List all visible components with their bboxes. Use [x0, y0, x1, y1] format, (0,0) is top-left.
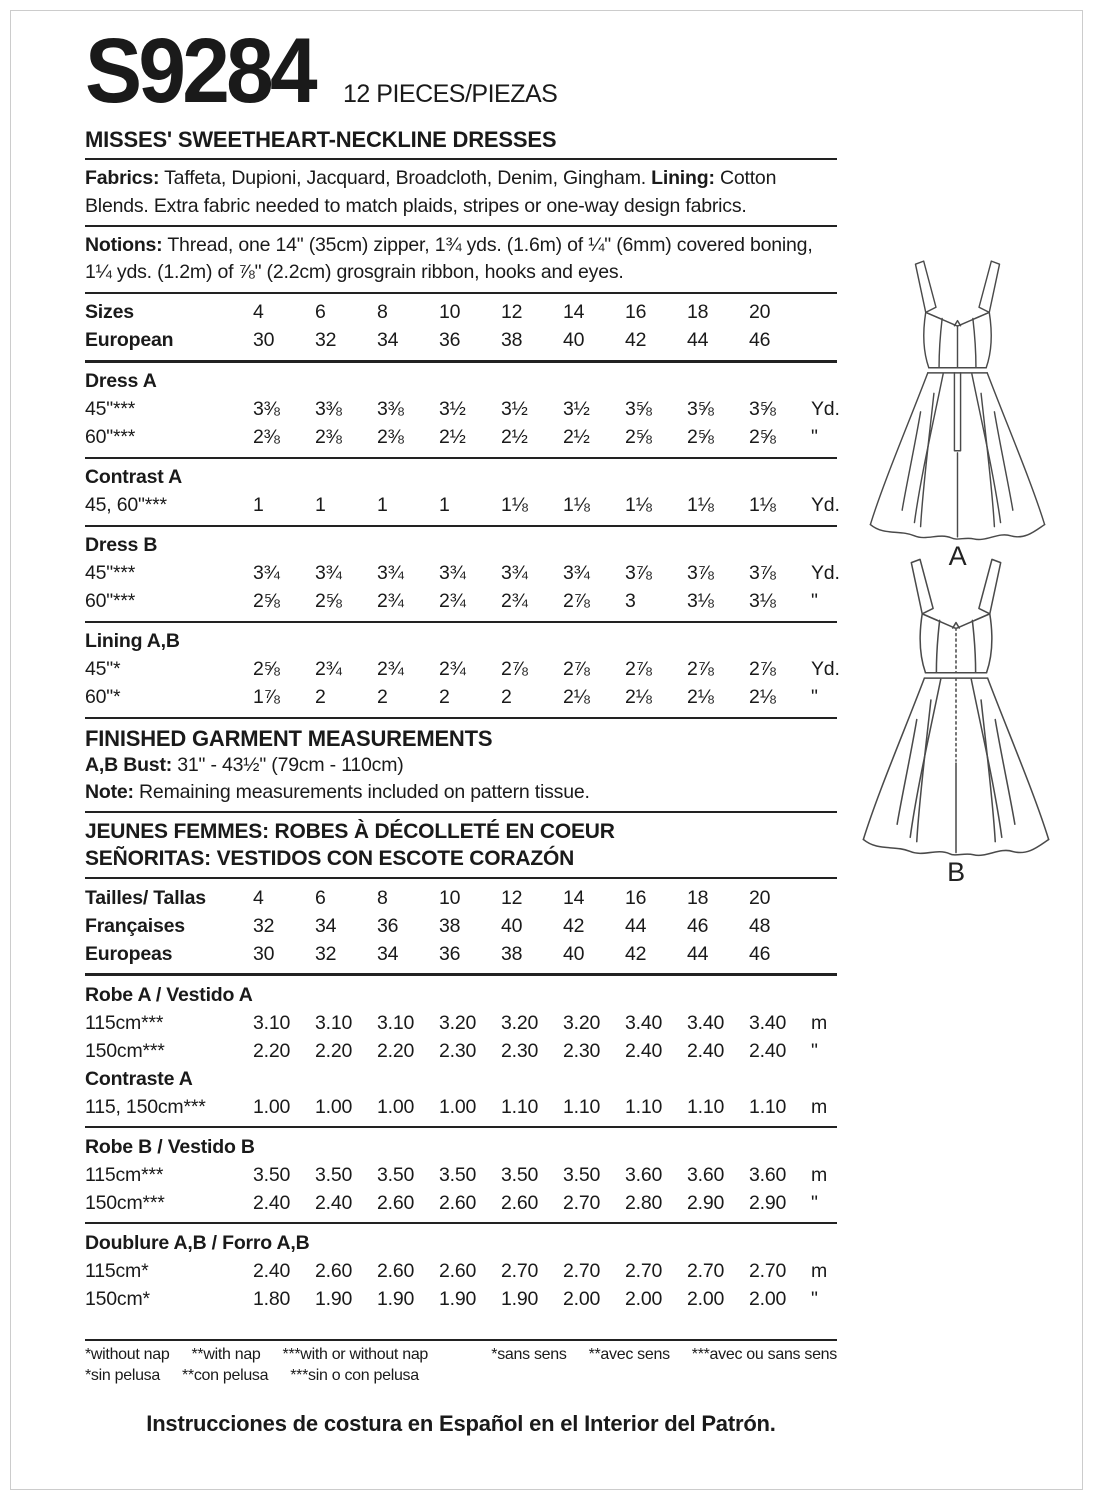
footnotes-spanish: [85, 1367, 428, 1385]
value-cell: 48: [749, 914, 771, 937]
value-cell: 1.90: [439, 1287, 477, 1310]
notions-text: Thread, one 14" (35cm) zipper, 1¾ yds. (1.6m) of ¼" (6mm) covered boning, 1¼ yds. (1.2m) of ⅞" (2.2cm) grosgrain ribbon, hooks and eyes.: [85, 233, 813, 284]
value-cell: 1.10: [625, 1095, 663, 1118]
value-cell: 2.70: [687, 1259, 725, 1282]
value-cell: 2.60: [377, 1191, 415, 1214]
value-cell: 8: [377, 301, 388, 324]
unit-cell: ": [811, 426, 818, 449]
fabrics-paragraph: [85, 165, 837, 220]
row-label: 45"***: [85, 398, 136, 421]
row-label: Tailles/ Tallas: [85, 886, 206, 909]
value-cell: 2¾: [377, 590, 404, 613]
row-label: 150cm***: [85, 1039, 165, 1062]
value-cell: 1.90: [501, 1287, 539, 1310]
divider: [85, 360, 837, 363]
footnote-fr-2: **avec sens: [588, 1346, 670, 1364]
row-label: 60"***: [85, 426, 136, 449]
value-cell: 3.20: [563, 1011, 601, 1034]
value-cell: 3⅛: [749, 590, 776, 613]
section-title: [85, 532, 837, 560]
value-cell: 42: [563, 914, 585, 937]
yardage-row: [85, 1285, 837, 1313]
size-header-row: [85, 912, 837, 940]
footnote-en-1: *without nap: [85, 1346, 170, 1364]
value-cell: 2½: [501, 426, 528, 449]
value-cell: 44: [687, 942, 709, 965]
value-cell: 1⅛: [749, 494, 776, 517]
value-cell: 2: [377, 686, 388, 709]
value-cell: 2.60: [501, 1191, 539, 1214]
value-cell: 2.20: [377, 1039, 415, 1062]
value-cell: 2⅝: [253, 658, 280, 681]
value-cell: 3⅝: [749, 398, 776, 421]
divider: [85, 877, 837, 879]
yardage-row: [85, 560, 840, 588]
value-cell: 3⅞: [687, 562, 714, 585]
value-cell: 3¾: [253, 562, 280, 585]
lining-text: Cotton Blends. Extra fabric needed to match plaids, stripes or one-way design fabrics.: [85, 167, 777, 217]
value-cell: 2.60: [315, 1259, 353, 1282]
value-cell: 3.50: [501, 1163, 539, 1186]
value-cell: 36: [377, 914, 399, 937]
value-cell: 4: [253, 886, 264, 909]
value-cell: 2.70: [501, 1259, 539, 1282]
value-cell: 38: [501, 329, 523, 352]
value-cell: 3.40: [625, 1011, 663, 1034]
value-cell: 2.20: [253, 1039, 291, 1062]
value-cell: 16: [625, 301, 647, 324]
row-label: 45, 60"***: [85, 494, 167, 517]
divider: [85, 525, 837, 527]
value-cell: 3⅛: [687, 590, 714, 613]
value-cell: 2.40: [315, 1191, 353, 1214]
section-name: Dress A: [85, 370, 157, 393]
value-cell: 44: [687, 329, 709, 352]
value-cell: 3: [625, 590, 636, 613]
notions-label: Notions:: [85, 233, 163, 256]
yardage-row: [85, 424, 837, 452]
value-cell: 1: [377, 494, 388, 517]
unit-cell: Yd.: [811, 398, 840, 421]
value-cell: 3.20: [501, 1011, 539, 1034]
row-label: 115cm*: [85, 1259, 149, 1282]
value-cell: 3⅜: [315, 398, 342, 421]
value-cell: 1⅞: [253, 686, 280, 709]
value-cell: 6: [315, 301, 326, 324]
unit-cell: m: [811, 1011, 828, 1034]
value-cell: 46: [749, 329, 771, 352]
bust-measurement: [85, 752, 837, 779]
yardage-row: [85, 1257, 837, 1285]
value-cell: 2¾: [315, 658, 342, 681]
value-cell: 2: [315, 686, 326, 709]
footnotes: [85, 1346, 837, 1385]
value-cell: 2¾: [501, 590, 528, 613]
row-label: 115cm***: [85, 1011, 164, 1034]
value-cell: 1.10: [687, 1095, 725, 1118]
value-cell: 34: [315, 914, 337, 937]
header: [85, 20, 837, 122]
value-cell: 2: [501, 686, 512, 709]
divider: [85, 158, 837, 160]
value-cell: 3¾: [377, 562, 404, 585]
value-cell: 2⅛: [563, 686, 590, 709]
value-cell: 18: [687, 886, 709, 909]
bust-value: 31" - 43½" (79cm - 110cm): [172, 754, 404, 777]
value-cell: 36: [439, 942, 461, 965]
finished-measurements-heading: FINISHED GARMENT MEASUREMENTS: [85, 725, 493, 751]
footnote-es-1: *sin pelusa: [85, 1367, 160, 1385]
value-cell: 1.10: [749, 1095, 787, 1118]
notions-paragraph: [85, 232, 837, 287]
value-cell: 3.10: [315, 1011, 353, 1034]
value-cell: 30: [253, 942, 275, 965]
yardage-row: [85, 396, 840, 424]
value-cell: 2⅞: [687, 658, 714, 681]
value-cell: 1⅛: [563, 494, 590, 517]
yardage-row: [85, 1037, 837, 1065]
dress-b-label: B: [947, 857, 965, 887]
value-cell: 2.40: [253, 1191, 291, 1214]
value-cell: 1.90: [377, 1287, 415, 1310]
value-cell: 20: [749, 301, 771, 324]
value-cell: 40: [563, 942, 585, 965]
unit-cell: ": [811, 1191, 818, 1214]
value-cell: 2.00: [563, 1287, 601, 1310]
value-cell: 46: [687, 914, 709, 937]
yardage-row: [85, 1189, 837, 1217]
section-name: Robe B / Vestido B: [85, 1135, 255, 1158]
value-cell: 3.50: [563, 1163, 601, 1186]
value-cell: 2.20: [315, 1039, 353, 1062]
value-cell: 10: [439, 301, 461, 324]
value-cell: 30: [253, 329, 275, 352]
yardage-row: [85, 588, 837, 616]
value-cell: 2.40: [625, 1039, 663, 1062]
divider: [85, 1339, 837, 1341]
value-cell: 2⅞: [563, 658, 590, 681]
fabrics-text: Taffeta, Dupioni, Jacquard, Broadcloth, Denim, Gingham.: [159, 167, 652, 190]
unit-cell: ": [811, 686, 818, 709]
note-label: Note:: [85, 780, 134, 803]
value-cell: 1: [439, 494, 450, 517]
value-cell: 16: [625, 886, 647, 909]
spanish-heading: SEÑORITAS: VESTIDOS CON ESCOTE CORAZÓN: [85, 847, 575, 871]
unit-cell: m: [811, 1095, 828, 1118]
value-cell: 1⅛: [687, 494, 714, 517]
value-cell: 2⅝: [749, 426, 776, 449]
value-cell: 2⅝: [687, 426, 714, 449]
value-cell: 2.90: [749, 1191, 787, 1214]
value-cell: 3⅜: [377, 398, 404, 421]
row-label: 115cm***: [85, 1163, 164, 1186]
divider: [85, 457, 837, 459]
value-cell: 2.30: [501, 1039, 539, 1062]
value-cell: 3.60: [687, 1163, 725, 1186]
value-cell: 40: [563, 329, 585, 352]
value-cell: 2.30: [439, 1039, 477, 1062]
size-header-row: [85, 327, 837, 355]
footnote-fr-3: ***avec ou sans sens: [691, 1346, 837, 1364]
value-cell: 1.00: [439, 1095, 477, 1118]
pattern-title: MISSES' SWEETHEART-NECKLINE DRESSES: [85, 127, 557, 153]
pattern-number: S9284: [85, 20, 314, 122]
footnotes-french: [491, 1346, 837, 1364]
value-cell: 2.00: [749, 1287, 787, 1310]
value-cell: 3½: [501, 398, 528, 421]
value-cell: 32: [315, 329, 337, 352]
row-label: 60"***: [85, 590, 136, 613]
size-header-row: [85, 299, 837, 327]
section-title: [85, 1133, 837, 1161]
value-cell: 3.60: [625, 1163, 663, 1186]
value-cell: 3.50: [253, 1163, 291, 1186]
footnote-fr-1: *sans sens: [491, 1346, 567, 1364]
value-cell: 2⅛: [625, 686, 652, 709]
dress-illustrations: [845, 0, 1090, 1500]
footnote-en-2: **with nap: [191, 1346, 261, 1364]
divider: [85, 811, 837, 813]
value-cell: 2.00: [687, 1287, 725, 1310]
unit-cell: m: [811, 1259, 828, 1282]
value-cell: 1.00: [377, 1095, 415, 1118]
row-label: 115, 150cm***: [85, 1095, 206, 1118]
section-title: [85, 981, 837, 1009]
section-name: Contraste A: [85, 1067, 193, 1090]
value-cell: 38: [439, 914, 461, 937]
yardage-table: [85, 299, 840, 719]
row-label: European: [85, 329, 174, 352]
section-title: [85, 1229, 837, 1257]
value-cell: 2¾: [377, 658, 404, 681]
value-cell: 2½: [439, 426, 466, 449]
value-cell: 2.80: [625, 1191, 663, 1214]
dress-b-illustration: [847, 556, 1065, 857]
unit-cell: ": [811, 590, 818, 613]
yardage-row: [85, 1093, 837, 1121]
dress-b-figure: [847, 556, 1065, 888]
dress-a-label: A: [948, 541, 967, 571]
section-name: Lining A,B: [85, 630, 180, 653]
value-cell: 2.00: [625, 1287, 663, 1310]
value-cell: 1: [315, 494, 326, 517]
section-title: [85, 1065, 837, 1093]
value-cell: 44: [625, 914, 647, 937]
footnote-es-2: **con pelusa: [181, 1367, 269, 1385]
size-header-row: [85, 940, 837, 968]
value-cell: 3⅝: [687, 398, 714, 421]
section-title: [85, 464, 837, 492]
divider: [85, 621, 837, 623]
value-cell: 3.50: [315, 1163, 353, 1186]
value-cell: 18: [687, 301, 709, 324]
value-cell: 2.70: [563, 1259, 601, 1282]
dress-a-figure: [855, 258, 1060, 572]
value-cell: 2.40: [253, 1259, 291, 1282]
divider: [85, 973, 837, 976]
value-cell: 3½: [439, 398, 466, 421]
footnotes-english: [85, 1346, 428, 1364]
value-cell: 46: [749, 942, 771, 965]
divider: [85, 1126, 837, 1128]
value-cell: 3.50: [439, 1163, 477, 1186]
value-cell: 1.00: [253, 1095, 291, 1118]
value-cell: 3⅜: [253, 398, 280, 421]
value-cell: 12: [501, 301, 523, 324]
value-cell: 2⅜: [253, 426, 280, 449]
value-cell: 3⅞: [749, 562, 776, 585]
value-cell: 3.10: [377, 1011, 415, 1034]
value-cell: 3⅞: [625, 562, 652, 585]
unit-cell: Yd.: [811, 658, 840, 681]
value-cell: 2½: [563, 426, 590, 449]
value-cell: 2: [439, 686, 450, 709]
note-text: Remaining measurements included on pattern tissue.: [133, 780, 590, 803]
value-cell: 3.10: [253, 1011, 291, 1034]
size-header-row: [85, 884, 837, 912]
value-cell: 40: [501, 914, 523, 937]
value-cell: 3¾: [439, 562, 466, 585]
measurement-note: [85, 779, 837, 806]
spanish-instructions-note: Instrucciones de costura en Español en el Interior del Patrón.: [146, 1411, 776, 1437]
value-cell: 1: [253, 494, 264, 517]
value-cell: 2⅞: [749, 658, 776, 681]
value-cell: 2⅞: [501, 658, 528, 681]
row-label: Françaises: [85, 914, 185, 937]
value-cell: 2.70: [625, 1259, 663, 1282]
divider: [85, 292, 837, 294]
section-name: Doublure A,B / Forro A,B: [85, 1231, 310, 1254]
value-cell: 42: [625, 942, 647, 965]
value-cell: 2.70: [749, 1259, 787, 1282]
value-cell: 2.90: [687, 1191, 725, 1214]
value-cell: 2.60: [439, 1259, 477, 1282]
french-heading: JEUNES FEMMES: ROBES À DÉCOLLETÉ EN COEUR: [85, 819, 615, 843]
value-cell: 32: [315, 942, 337, 965]
unit-cell: m: [811, 1163, 828, 1186]
unit-cell: ": [811, 1039, 818, 1062]
section-name: Contrast A: [85, 466, 182, 489]
value-cell: 2⅜: [315, 426, 342, 449]
value-cell: 2⅜: [377, 426, 404, 449]
row-label: 45"*: [85, 658, 121, 681]
value-cell: 2.40: [687, 1039, 725, 1062]
value-cell: 38: [501, 942, 523, 965]
value-cell: 1.00: [315, 1095, 353, 1118]
row-label: 45"***: [85, 562, 136, 585]
bust-label: A,B Bust:: [85, 754, 173, 777]
value-cell: 4: [253, 301, 264, 324]
value-cell: 2⅝: [315, 590, 342, 613]
yardage-row: [85, 1161, 837, 1189]
metric-table: [85, 884, 837, 1313]
value-cell: 3.60: [749, 1163, 787, 1186]
value-cell: 34: [377, 329, 399, 352]
yardage-row: [85, 684, 837, 712]
row-label: 60"*: [85, 686, 121, 709]
value-cell: 12: [501, 886, 523, 909]
lining-label: Lining:: [651, 167, 715, 190]
row-label: Sizes: [85, 301, 134, 324]
unit-cell: ": [811, 1287, 818, 1310]
yardage-row: [85, 656, 840, 684]
fabrics-label: Fabrics:: [85, 167, 160, 190]
value-cell: 3.20: [439, 1011, 477, 1034]
value-cell: 34: [377, 942, 399, 965]
value-cell: 36: [439, 329, 461, 352]
value-cell: 3¾: [563, 562, 590, 585]
divider: [85, 717, 837, 719]
value-cell: 2¾: [439, 658, 466, 681]
value-cell: 2.60: [377, 1259, 415, 1282]
value-cell: 2.30: [563, 1039, 601, 1062]
value-cell: 14: [563, 886, 585, 909]
value-cell: 6: [315, 886, 326, 909]
value-cell: 3⅝: [625, 398, 652, 421]
section-name: Dress B: [85, 534, 158, 557]
value-cell: 2⅞: [625, 658, 652, 681]
unit-cell: Yd.: [811, 494, 840, 517]
value-cell: 3.50: [377, 1163, 415, 1186]
value-cell: 1⅛: [625, 494, 652, 517]
value-cell: 14: [563, 301, 585, 324]
value-cell: 1⅛: [501, 494, 528, 517]
value-cell: 1.90: [315, 1287, 353, 1310]
value-cell: 2⅛: [687, 686, 714, 709]
dress-a-illustration: [855, 258, 1060, 541]
value-cell: 3.40: [749, 1011, 787, 1034]
value-cell: 2⅞: [563, 590, 590, 613]
value-cell: 32: [253, 914, 275, 937]
value-cell: 3¾: [501, 562, 528, 585]
value-cell: 3½: [563, 398, 590, 421]
value-cell: 1.10: [563, 1095, 601, 1118]
value-cell: 10: [439, 886, 461, 909]
divider: [85, 1222, 837, 1224]
section-title: [85, 628, 837, 656]
value-cell: 42: [625, 329, 647, 352]
main-content: [85, 20, 840, 1437]
footnote-en-3: ***with or without nap: [282, 1346, 429, 1364]
footnote-es-3: ***sin o con pelusa: [290, 1367, 419, 1385]
yardage-row: [85, 492, 840, 520]
value-cell: 2.60: [439, 1191, 477, 1214]
value-cell: 3¾: [315, 562, 342, 585]
value-cell: 2⅛: [749, 686, 776, 709]
row-label: 150cm*: [85, 1287, 150, 1310]
value-cell: 2.70: [563, 1191, 601, 1214]
value-cell: 3.40: [687, 1011, 725, 1034]
footnotes-left: [85, 1346, 428, 1385]
value-cell: 2.40: [749, 1039, 787, 1062]
value-cell: 1.80: [253, 1287, 291, 1310]
value-cell: 2⅝: [253, 590, 280, 613]
section-name: Robe A / Vestido A: [85, 983, 253, 1006]
row-label: Europeas: [85, 942, 173, 965]
value-cell: 2¾: [439, 590, 466, 613]
value-cell: 8: [377, 886, 388, 909]
yardage-row: [85, 1009, 837, 1037]
divider: [85, 225, 837, 227]
value-cell: 1.10: [501, 1095, 539, 1118]
value-cell: 20: [749, 886, 771, 909]
pieces-count: 12 PIECES/PIEZAS: [343, 80, 558, 108]
section-title: [85, 368, 837, 396]
unit-cell: Yd.: [811, 562, 840, 585]
value-cell: 2⅝: [625, 426, 652, 449]
row-label: 150cm***: [85, 1191, 165, 1214]
